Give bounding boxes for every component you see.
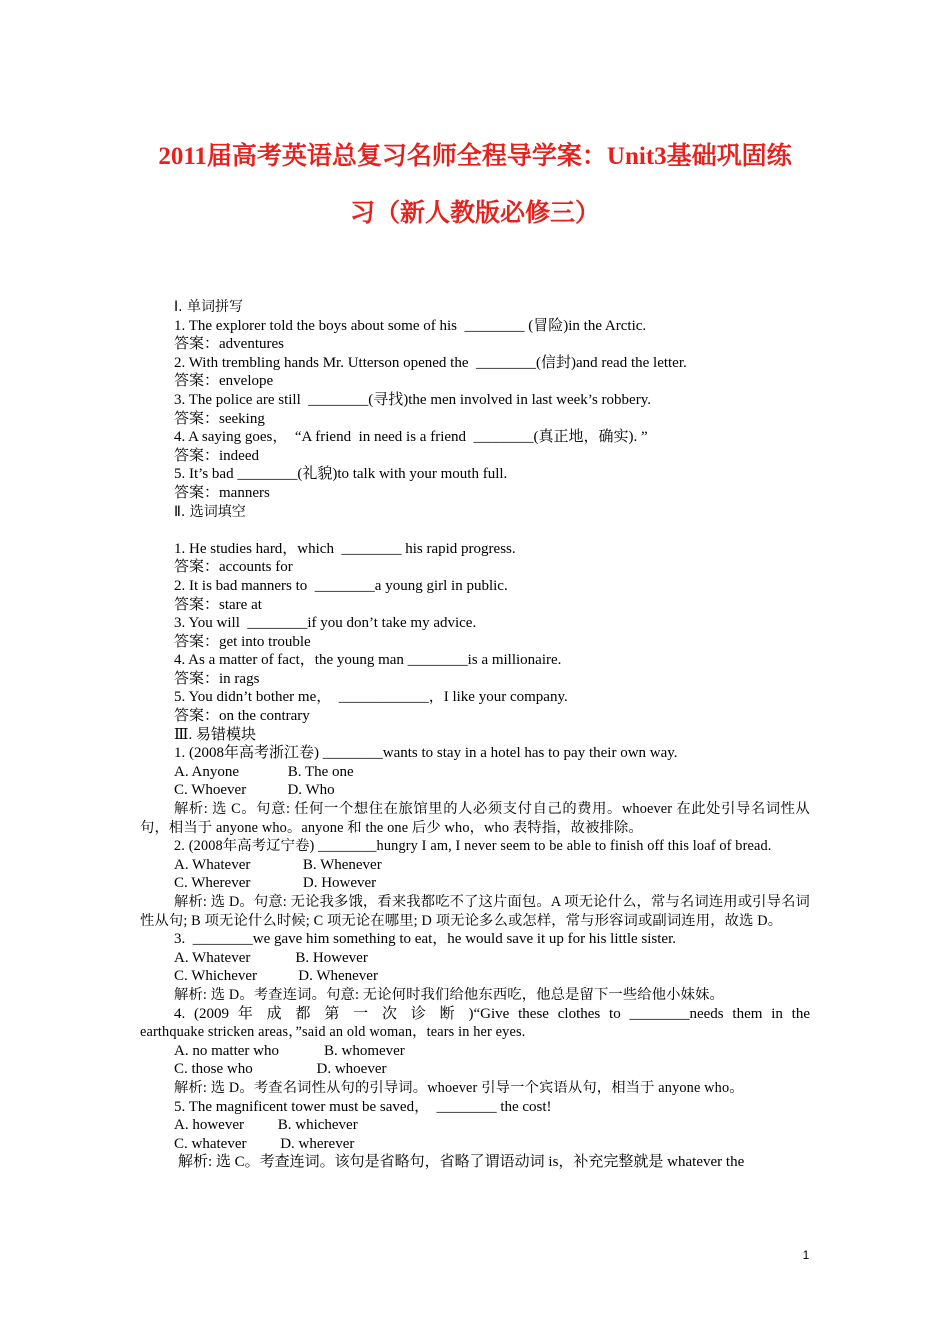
text-line: 3. You will ________if you don’t take my advice. [174,615,477,632]
title-line-2: 习（新人教版必修三） [349,200,600,227]
text-line: 1. (2008年高考浙江卷) ________wants to stay in a hotel has to pay their own way. [174,745,678,762]
text-line: 2. It is bad manners to ________a young girl in public. [174,577,508,594]
text-line: 答案：accounts for [174,559,293,576]
text-line: 答案：envelope [174,373,274,390]
text-line: 答案：get into trouble [174,633,311,650]
text-line: 5. You didn’t bother me， ____________，I like your company. [174,689,568,706]
text-line: 解析: 选 D。考查连词。句意: 无论何时我们给他东西吃，他总是留下一些给他小妹妹。 [174,986,724,1003]
text-line: 解析: 选 D。考查名词性从句的引导词。whoever 引导一个宾语从句，相当于 anyone who。 [174,1079,744,1096]
title-line-1: 2011届高考英语总复习名师全程导学案：Unit3基础巩固练 [158,143,792,170]
text-line: 答案：on the contrary [174,708,310,725]
text-line: 解析: 选 C。考查连词。该句是省略句，省略了谓语动词 is，补充完整就是 whatever the [178,1154,745,1171]
text-line: earthquake stricken areas，”said an old woman，tears in her eyes. [140,1024,526,1041]
text-line: 解析: 选 C。句意: 任何一个想住在旅馆里的人必须支付自己的费用。whoever 在此处引导名词性从句，相当于 anyone who。anyone 和 the one 后少 who，who 表特指，故被排除。 [140,801,810,836]
section-heading: Ⅱ. 选词填空 [174,503,246,520]
text-line: 2. (2008年高考辽宁卷) ________hungry I am, I never seem to be able to finish off this loaf of bread. [174,838,772,855]
text-line: C. Wherever D. However [174,875,377,892]
text-line: Ⅲ. 易错模块 [174,726,256,743]
text-line: C. Whichever D. Whenever [174,968,378,985]
text-line: 4. As a matter of fact，the young man ________is a millionaire. [174,652,562,669]
text-line: 答案：adventures [174,336,284,353]
text-line: A. Whatever B. Whenever [174,856,382,873]
text-line: 4. A saying goes， “A friend in need is a friend ________(真正地，确实). ” [174,429,648,446]
text-line: A. Anyone B. The one [174,763,354,780]
text-line: 1. He studies hard，which ________ his rapid progress. [174,540,516,557]
blank-line [140,521,810,540]
text-line: 解析: 选 D。句意: 无论我多饿，看来我都吃不了这片面包。A 项无论什么，常与名词连用或引导名词性从句; B 项无论什么时候; C 项无论在哪里; D 项无论多么或怎样，常与形容词或副词连用，故选 D。 [140,894,810,929]
exercise-body [140,298,810,1172]
text-line: 答案：manners [174,484,270,501]
text-line: 答案：stare at [174,596,262,613]
text-line: A. however B. whichever [174,1117,358,1134]
text-line: 答案：in rags [174,670,260,687]
text-line: 答案：indeed [174,447,259,464]
section-heading: Ⅰ. 单词拼写 [174,299,244,315]
text-line: C. those who D. whoever [174,1061,387,1078]
document-title [140,128,810,242]
text-line: 3. The police are still ________(寻找)the men involved in last week’s robbery. [174,391,651,408]
text-line: 2. With trembling hands Mr. Utterson opened the ________(信封)and read the letter. [174,354,687,371]
text-line: A. Whatever B. However [174,949,368,966]
text-line: 5. The magnificent tower must be saved， ________ the cost! [174,1098,552,1115]
text-line: C. Whoever D. Who [174,782,335,799]
text-line: A. no matter who B. whomever [174,1042,405,1059]
text-line: 1. The explorer told the boys about some of his ________ (冒险)in the Arctic. [174,317,647,334]
text-line: 答案：seeking [174,410,265,427]
text-line: 5. It’s bad ________(礼貌)to talk with your mouth full. [174,466,508,483]
text-line: 4. (2009 年 成 都 第 一 次 诊 断 )“Give these clothes to ________needs them in the [174,1005,810,1022]
page-number: 1 [802,1248,810,1262]
text-line: C. whatever D. wherever [174,1135,355,1152]
text-line: 3. ________we gave him something to eat，he would save it up for his little sister. [174,931,677,948]
